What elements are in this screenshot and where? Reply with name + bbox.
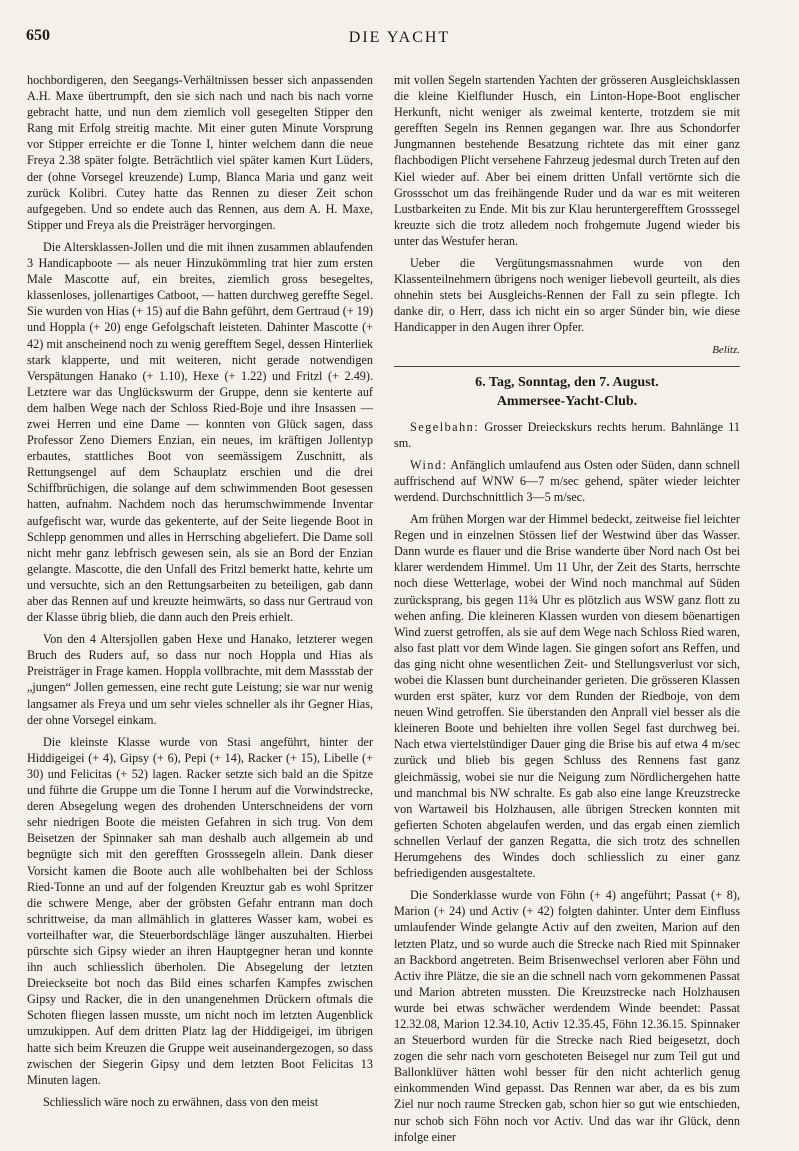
- section-heading: 6. Tag, Sonntag, den 7. August.: [475, 374, 659, 390]
- paragraph: Die Sonderklasse wurde von Föhn (+ 4) angeführt; Passat (+ 8), Marion (+ 24) und Activ (+ 42) folgten dahinter. Unter dem Einfluss umlaufender Winde gelangte Activ auf den zweiten, Marion auf den letzten Platz, und so wurde auch die Strecke nach Ried mit Spinnaker an Backbord angetreten. Beim Brisenwechsel verloren aber Föhn und Activ ihre Plätze, die sie an die schnell nach vorn gekommenen Passat und Marion abtreten mussten. Die Kreuzstrecke nach Holzhausen wurde bei etwas schwächer werdendem Winde beendet: Passat 12.32.08, Marion 12.34.10, Activ 12.35.45, Föhn 12.36.15. Spinnaker an Steuerbord wurden für die Strecke nach Ried beigesetzt, doch zogen die sehr nach vorn geschoteten Beisegel nur zum Teil gut und Ballonklüver hätten wohl besser für den nicht achterlich genug einkommenden Wind gepasst. Das Rennen war aber, da es bis zum Ziel nur noch raume Strecken gab, schon hier so gut wie entschieden, nur schob sich Föhn noch vor Activ. Und das war ihr Glück, denn infolge einer: [394, 888, 740, 1144]
- paragraph: Ueber die Vergütungsmassnahmen wurde von den Klassenteilnehmern übrigens noch weniger liebevoll geurteilt, als dies ohnehin stets bei Ausgleichs-Rennen der Fall zu sein pflegte. Ich danke dir, o Herr, dass ich nicht ein so arger Sünder bin, wie diese Handicapper in den Augen ihrer Opfer.: [394, 256, 740, 335]
- author-signature: Belitz.: [712, 343, 740, 356]
- section-subheading: Ammersee-Yacht-Club.: [496, 393, 638, 409]
- wind-info: [394, 457, 740, 505]
- paragraph: Die Altersklassen-Jollen und die mit ihnen zusammen ablaufenden 3 Handicapboote — als neuer Hinzukömmling trat hier zum ersten Male Mascotte auf, ein breites, ziemlich gross besegeltes, klassenloses, jollenartiges Catboot, — hatten durchweg gereffte Segel. Sie wurden von Hias (+ 15) auf die Bahn geführt, dem Gertraud (+ 19) und Hoppla (+ 20) enge Gefolgschaft leisteten. Dahinter Mascotte (+ 42) mit anscheinend noch zu wenig gerefftem Segel, dessen Hinterliek stark klapperte, und mit weiteren, nicht gerade notwendigen Verspätungen Hanako (+ 1.10), Hexe (+ 1.22) und Fritzl (+ 2.49). Letztere war das Unglückswurm der Gruppe, denn sie kenterte auf dem halben Wege nach der Schloss Ried-Boje und ihre Insassen — zwei Herren und eine Dame — konnten von Glück sagen, dass Professor Zeno Diemers Enzian, ein neues, im kräftigen Jollentyp erbautes, stattliches Boot von seemässigem Zuschnitt, als Rettungsengel auf dem Schauplatz erschien und die drei Schiffbrüchigen, die solange auf dem schwimmenden Boot gesessen hatten, aufnahm. Nachdem noch das herumschwimmende Inventar aufgefischt war, wurde das gekenterte, auf der Seite liegende Boot in Schlepp genommen und alles in Herrsching abgeliefert. Die Dame soll nicht mehr ganz lebfrisch gewesen sein, als sie an Bord der Enzian gelangte. Mascotte, die den Unfall des Fritzl bemerkt hatte, kehrte um und versuchte, sich an den Rettungsarbeiten zu beteiligen, gab dann aber das Rennen auf und kreuzte heimwärts, so dass nur Gertraud von der Klasse übrig blieb, die dann auch den Preis erhielt.: [27, 239, 373, 625]
- paragraph: hochbordigeren, den Seegangs-Verhältnissen besser sich anpassenden A.H. Maxe übertrumpft, den sie sich nach und nach bis nach vorne gebracht hatte, und nun dem ziemlich voll gesegelten Stipper den Rang mit Erfolg streitig machte. Mit einer guten Minute Vorsprung vor Stipper erreichte er die Tonne I, hinter welchem dann die neue Freya 2.38 später folgte. Beträchtlich viel später kamen Kurt Lüders, der (ohne Vorsegel kreuzende) Lump, Blanca Maria und ganz weit zurück Kolibri. Cutey hatte das Rennen zu dieser Zeit schon aufgegeben. Und so endete auch das Rennen, aus dem A. H. Maxe, Stipper und Freya als die Preisträger hervorgingen.: [27, 73, 373, 232]
- paragraph: Schliesslich wäre noch zu erwähnen, dass von den meist: [43, 1094, 319, 1109]
- wind-text: Anfänglich umlaufend aus Osten oder Süden, dann schnell auffrischend auf WNW 6—7 m/sec gehend, später wieder leichter werdend. Durchschnittlich 3—5 m/sec.: [394, 457, 741, 504]
- left-column: [27, 72, 373, 1116]
- paragraph: Am frühen Morgen war der Himmel bedeckt, zeitweise fiel leichter Regen und in einzelnen Stössen lief der Westwind über das Wasser. Dann wurde es flauer und die Brise wanderte über Nord nach Ost bei klarer werdendem Himmel. Um 11 Uhr, der Zeit des Starts, herrschte noch diese Wetterlage, wobei der Wind noch manchmal auf Süden zurücksprang, bis gegen 11¾ Uhr es plötzlich aus WSW ganz flott zu wehen anfing. Die kleineren Klassen wurden von diesem böenartigen Wind zuerst getroffen, als sie auf dem Wege nach Schloss Ried waren, also fast platt vor dem Winde lagen. Sie gingen sofort ans Reffen, und das ging nicht ohne wesentlichen Zeit- und Stellungsverlust vor sich, wobei die Klassen bunt durcheinander gerieten. Die grösseren Klassen wurden erst später, kurz vor dem Runden der Riedboje, von dem neuen Wind getroffen. Sie überstanden den Anprall viel besser als die kleineren Boote und behielten ihre vollen Segel fast durchweg bei. Nach etwa viertelstündiger Dauer ging die Brise bis auf etwa 4 m/sec zurück und blieb bis gegen Schluss des Rennens fast ganz gleichmässig, wobei sie nur die Neigung zum Nördlichergehen hatte und manchmal bis NW schralte. Es gab also eine lange Kreuzstrecke von Wartaweil bis Holzhausen, alle übrigen Strecken konnten mit gefierten Schoten abgelaufen werden, und das ergab einen ziemlich schnellen Verlauf der ganzen Regatta, die sich trotz des schnellen Herumgehens des Windes doch schliesslich zu einer ganz befriedigenden ausgestaltete.: [394, 512, 740, 881]
- right-column: [394, 72, 740, 1151]
- paragraph: Die kleinste Klasse wurde von Stasi angeführt, hinter der Hiddigeigei (+ 4), Gipsy (+ 6), Pepi (+ 14), Racker (+ 15), Libelle (+ 30) und Felicitas (+ 52) lagen. Racker setzte sich bald an die Spitze und führte die Gruppe um die Tonne I herum auf die Vorwindstrecke, deren Absegelung wegen des drohenden Unterschneidens der vorn sehr niedrigen Boote die meisten Gefahren in sich trug. Von dem Beisetzen der Spinnaker sah man deshalb auch allgemein ab und begnügte sich mit den gerefften Grosssegeln allein. Dank dieser Vorsicht kamen die Boote auch alle wohlbehalten bei der Schloss Ried-Tonne an und auf der folgenden Kreuztur gab es wohl Spritzer die schwere Menge, aber der gröbsten Gefahr entrann man doch schrittweise, da man allmählich in glatteres Wasser kam, wobei es vorteilhafter war, die Steuerbordschläge länger auszuhalten. Hierbei pürschte sich Gipsy wieder an ihren Hauptgegner heran und konnte ihn auch schliesslich überholen. Die Absegelung der letzten Dreieckseite bot noch das Bild eines scharfen Kampfes zwischen Gipsy und Racker, die in den unangenehmen Drückern oftmals die Schoten fliegen lassen musste, um nicht noch im letzten Augenblick umzukippen. Auf dem dritten Platz lag der Hiddigeigei, im übrigen hatte sich beim Kreuzen die Gruppe weit auseinandergezogen, so dass zwischen der Siegerin Gipsy und dem letzten Boot Felicitas 13 Minuten lagen.: [27, 734, 373, 1087]
- paragraph: mit vollen Segeln startenden Yachten der grösseren Ausgleichsklassen die kleine Kielflunder Husch, ein Linton-Hope-Boot englischer Herkunft, nicht weniger als zweimal kenterte, trotzdem sie mit gerefften Segeln ins Rennen gegangen war. Ihre aus Schondorfer Jungmannen bestehende Besatzung richtete das mit einer ganz flachbodigen Plicht versehene Fahrzeug jedesmal durch Treten auf den Kiel wieder auf. Aber bei einem dritten Unfall vertörnte sich die Grossschot um das freihängende Ruder und da war es mit weiteren Lustbarkeiten zu Ende. Mit bis zur Klau heruntergerefftem Grosssegel kreuzte sich die trotz alledem noch frohgemute Jugend wieder bis unter das Westufer heran.: [394, 73, 740, 248]
- course-text: Grosser Dreieckskurs rechts herum. Bahnlänge 11 sm.: [394, 419, 740, 450]
- page-number: 650: [26, 27, 50, 44]
- course-label: Segelbahn:: [410, 419, 480, 434]
- paragraph: Von den 4 Altersjollen gaben Hexe und Hanako, letzterer wegen Bruch des Ruders auf, so dass nur noch Hoppla und Hias als Preisträger in Frage kamen. Hoppla vollbrachte, mit dem Massstab der „jungen“ Jollen gemessen, eine recht gute Leistung; sie war nur wenig langsamer als Freya und um sehr vieles schneller als ihr Gegner Hias, der ohne Vorsegel einkam.: [27, 632, 373, 727]
- wind-label: Wind:: [410, 457, 448, 472]
- section-divider: [394, 366, 740, 367]
- running-head-title: DIE YACHT: [348, 29, 451, 46]
- course-info: [394, 419, 740, 451]
